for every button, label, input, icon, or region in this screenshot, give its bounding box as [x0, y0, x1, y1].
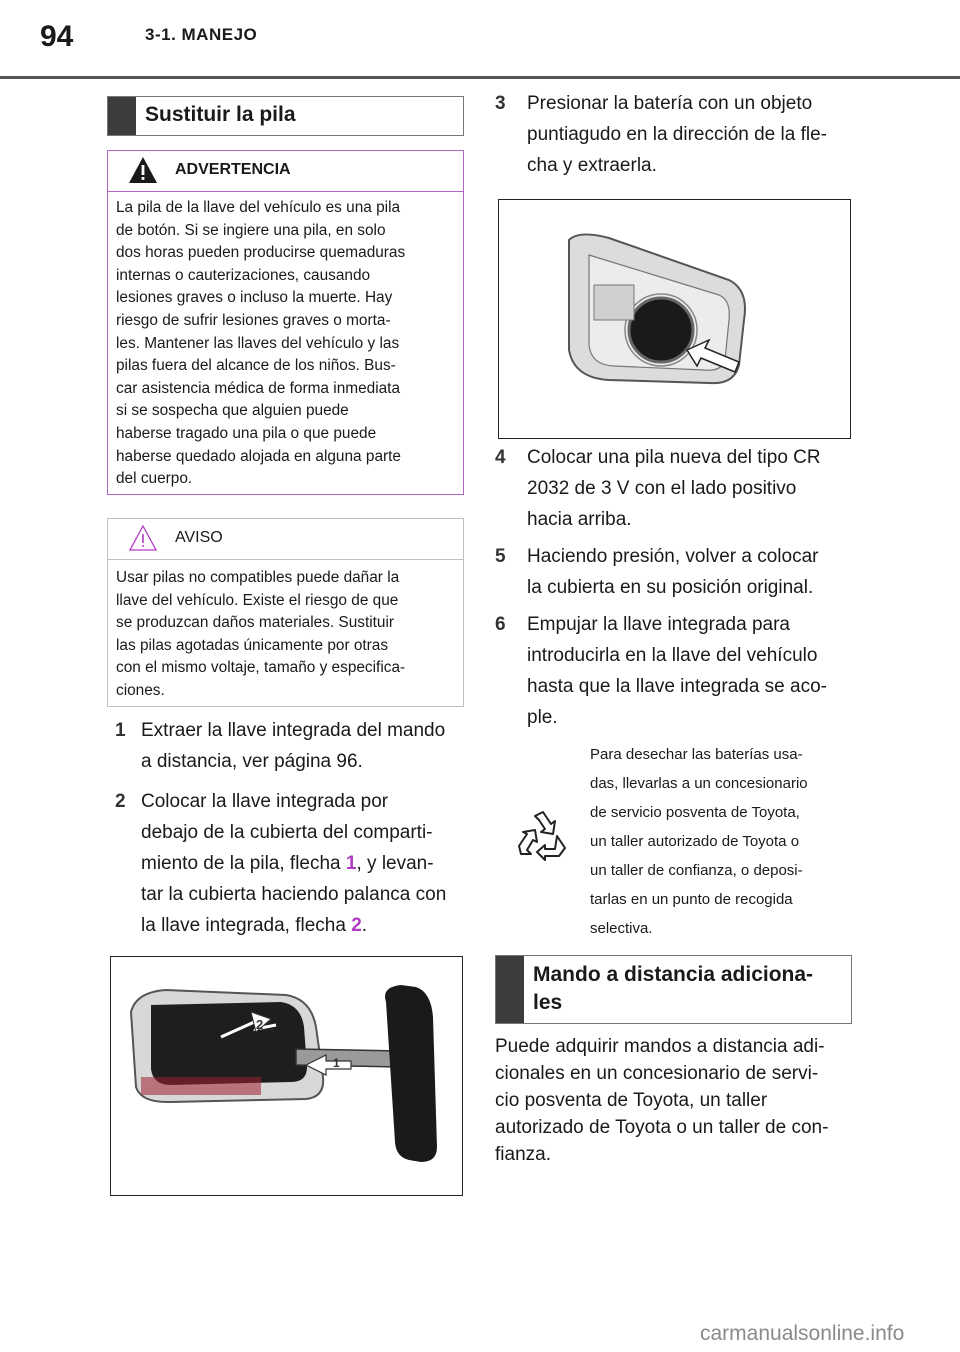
section-title-sustituir: [107, 96, 464, 136]
figure-key-removal: [110, 956, 463, 1196]
section-title-mando: [495, 955, 852, 1024]
step-text-part: Colocar la llave integrada por debajo de la cubierta del comparti- miento de la pila, flecha: [141, 791, 433, 874]
key-removal-illustration: [111, 957, 462, 1195]
warning-box: [107, 150, 464, 495]
section-title-bar: [108, 97, 136, 135]
step-text: Haciendo presión, volver a colocar la cubierta en su posición original.: [527, 546, 819, 598]
step-number: 2: [115, 791, 126, 812]
step-text: Presionar la batería con un objeto puntiagudo en la dirección de la fle- cha y extraerla.: [527, 93, 827, 176]
step-number: 6: [495, 614, 506, 635]
step-number: 5: [495, 546, 506, 567]
step-text: Extraer la llave integrada del mando a distancia, ver página 96.: [141, 720, 446, 772]
step-text-part: , y levan- tar la cubierta haciendo palanca con la llave integrada, flecha: [141, 853, 447, 936]
step-text-part: .: [361, 915, 368, 936]
page-number: 94: [40, 20, 74, 53]
notice-label: AVISO: [175, 529, 223, 546]
recycle-note: Para desechar las baterías usa- das, llevarlas a un concesionario de servicio posventa de Toyota, un taller autorizado de Toyota o un taller de confianza, o deposi- tarlas en un punto de recogida selectiva.: [590, 746, 808, 937]
arrow-reference: 2: [351, 915, 362, 936]
section-paragraph: Puede adquirir mandos a distancia adi- cionales en un concesionario de servi- cio posventa de Toyota, un taller autorizado de Toyota o un taller de con- fianza.: [495, 1036, 829, 1165]
battery-removal-illustration: [499, 200, 850, 438]
chapter-title: 3-1. MANEJO: [145, 25, 258, 44]
watermark: carmanualsonline.info: [700, 1322, 905, 1345]
notice-box: [107, 518, 464, 707]
warning-label: ADVERTENCIA: [175, 161, 291, 178]
arrow-reference: 1: [345, 853, 357, 874]
step-text: Empujar la llave integrada para introducirla en la llave del vehículo hasta que la llave integrada se aco- ple.: [527, 614, 827, 728]
recycle-icon: [517, 810, 569, 869]
section-title-text: Sustituir la pila: [145, 103, 296, 126]
warning-box-header: [108, 151, 463, 192]
arrow-1-label: 1: [333, 1056, 340, 1070]
arrow-2-label: 2: [256, 1017, 264, 1032]
warning-triangle-icon: [128, 155, 158, 190]
warning-text: La pila de la llave del vehículo es una pila de botón. Si se ingiere una pila, en solo dos horas pueden producirse quemaduras internas o cauterizaciones, causando lesiones graves o incluso la muerte. Hay riesgo de sufrir lesiones graves o morta- les. Mantener las llaves del vehículo y las pilas fuera del alcance de los niños. Bus- car asistencia médica de forma inmediata si se sospecha que alguien puede haberse tragado una pila o que puede haberse quedado alojada en alguna parte del cuerpo.: [116, 199, 406, 488]
step-number: 1: [115, 720, 126, 741]
notice-box-header: [108, 519, 463, 560]
section-title-bar: [496, 956, 524, 1023]
header-divider: [0, 76, 960, 79]
step-number: 3: [495, 93, 506, 114]
figure-battery-removal: [498, 199, 851, 439]
notice-text: Usar pilas no compatibles puede dañar la llave del vehículo. Existe el riesgo de que se produzcan daños materiales. Sustituir las pilas agotadas únicamente por otras con el mismo voltaje, tamaño y especifica- ciones.: [116, 569, 406, 699]
step-text: Colocar una pila nueva del tipo CR 2032 de 3 V con el lado positivo hacia arriba.: [527, 447, 821, 530]
step-text: [141, 786, 466, 941]
page-header: [0, 0, 960, 80]
step-number: 4: [495, 447, 506, 468]
section-title-text: Mando a distancia adiciona- les: [533, 963, 814, 1014]
caution-triangle-icon: [128, 523, 158, 558]
